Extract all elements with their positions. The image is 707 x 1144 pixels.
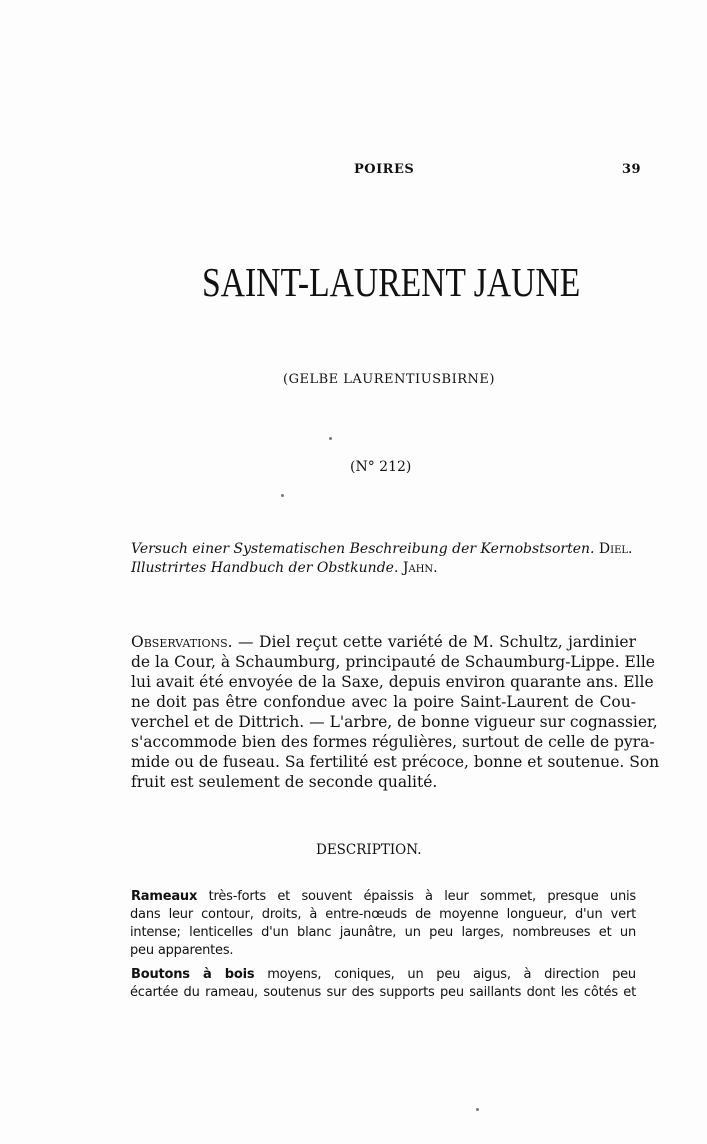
observations-line: ne doit pas être confondue avec la poire Saint-Laurent de Cou- xyxy=(131,693,636,711)
text: très-forts et souvent épaissis à leur sommet, presque unis xyxy=(197,889,636,904)
observations-line: s'accommode bien des formes régulières, surtout de celle de pyra- xyxy=(131,733,655,751)
observations-line: verchel et de Dittrich. — L'arbre, de bonne vigueur sur cognassier, xyxy=(131,713,658,731)
subtitle: (GELBE LAURENTIUSBIRNE) xyxy=(283,372,495,387)
description-line: dans leur contour, droits, à entre-nœuds de moyenne longueur, d'un vert xyxy=(130,907,636,922)
observations-line: de la Cour, à Schaumburg, principauté de Schaumburg-Lippe. Elle xyxy=(131,653,655,671)
description-line xyxy=(131,889,636,904)
observations-label: Observations. xyxy=(131,633,233,651)
citation-author: Jahn. xyxy=(402,560,438,576)
observations-line: fruit est seulement de seconde qualité. xyxy=(131,773,438,791)
observations-line xyxy=(131,632,636,652)
text: — Diel reçut cette variété de M. Schultz, jardinier xyxy=(232,633,636,651)
description-line xyxy=(131,967,636,982)
description-line: écartée du rameau, soutenus sur des supports peu saillants dont les côtés et xyxy=(130,985,636,1000)
description-line: peu apparentes. xyxy=(130,943,234,958)
boutons-label: Boutons à bois xyxy=(131,967,255,982)
page-number: 39 xyxy=(622,162,642,177)
text: moyens, coniques, un peu aigus, à direction peu xyxy=(254,967,636,982)
description-line: intense; lenticelles d'un blanc jaunâtre, un peu larges, nombreuses et un xyxy=(130,925,636,940)
rameaux-label: Rameaux xyxy=(131,889,198,904)
description-heading: DESCRIPTION. xyxy=(316,842,422,858)
citation-author: Diel. xyxy=(598,541,633,557)
running-title: POIRES xyxy=(354,162,415,177)
citation-title: Illustrirtes Handbuch der Obstkunde. xyxy=(131,560,399,576)
scan-speck xyxy=(281,494,284,497)
scan-speck xyxy=(476,1108,479,1111)
citation-title: Versuch einer Systematischen Beschreibung der Kernobstsorten. xyxy=(131,541,595,557)
citation xyxy=(131,541,636,557)
citation xyxy=(131,560,636,576)
observations-line: mide ou de fuseau. Sa fertilité est précoce, bonne et soutenue. Son xyxy=(131,753,660,771)
scan-speck xyxy=(329,437,332,440)
observations-line: lui avait été envoyée de la Saxe, depuis environ quarante ans. Elle xyxy=(131,673,654,691)
page-title: SAINT-LAURENT JAUNE xyxy=(202,259,581,305)
variety-number: (N° 212) xyxy=(350,459,412,475)
